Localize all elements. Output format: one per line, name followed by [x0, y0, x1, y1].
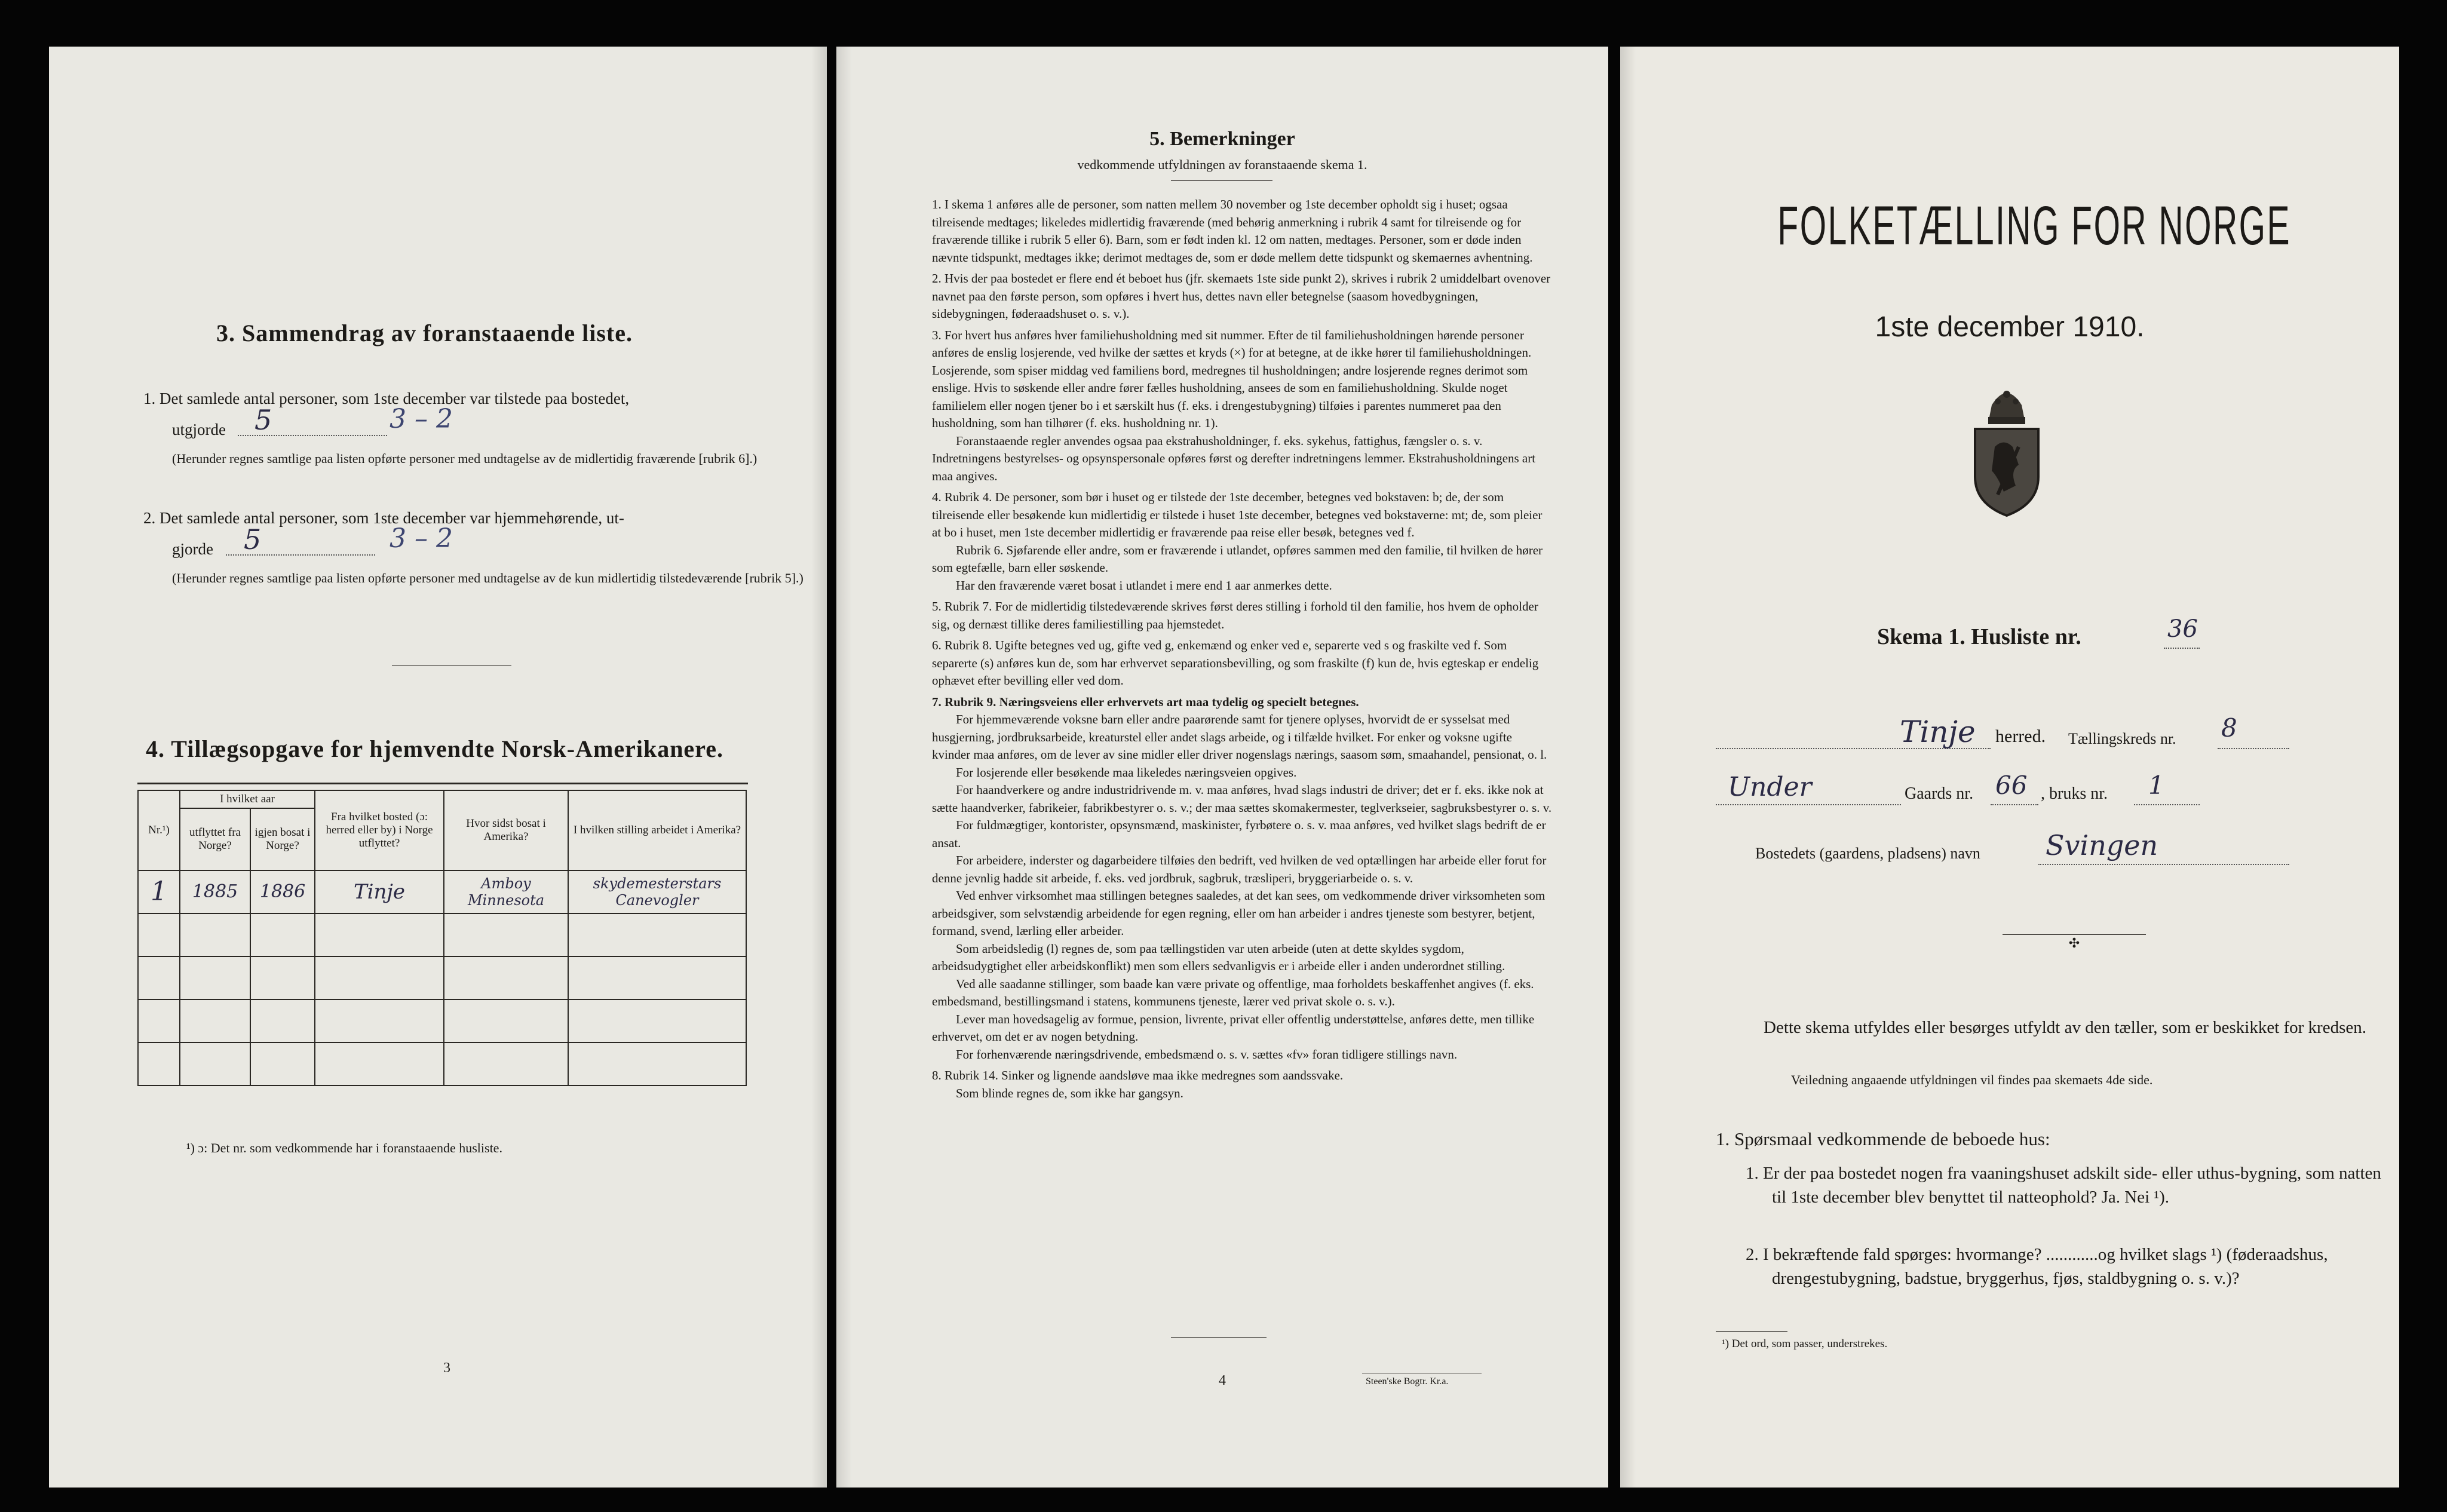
gaard-nr: 66 — [1995, 771, 2028, 800]
remark-2: 2. Hvis der paa bostedet er flere end ét beboet hus (jfr. skemaets 1ste side punkt 2), skrives i rubrik 2 umiddelbart ovenover navnet paa den første person, som opføres i hvert hus, dettes navn eller betegnelse (saasom hovedbygningen, sidebygningen, føderaadshuset o. s. v.). — [932, 271, 1551, 321]
coat-of-arms-icon — [1962, 381, 2052, 519]
main-title-wrap — [1620, 195, 2399, 257]
remark-7h: Som arbeidsledig (l) regnes de, som paa tællingstiden var uten arbeide (uten at dette skyldes sygdom, arbeidsudygtighet eller arbeidskonflikt) men som ellers sedvanligvis er i arbeide eller i anden underordnet stilling. — [932, 941, 1505, 973]
bosted-value: Svingen — [2046, 829, 2158, 861]
table-row — [138, 913, 746, 956]
remark-7j: Lever man hovedsagelig av formue, pension, livrente, privat eller offentlig understøttelse, anføres dette, men tillike erhvervet, om det er av nogen betydning. — [932, 1011, 1535, 1044]
remarks-list — [932, 196, 1553, 1102]
footnote: ¹) Det ord, som passer, understrekes. — [1722, 1338, 1888, 1350]
remark-7k: For forhenværende næringsdrivende, embedsmænd o. s. v. sættes «fv» foran tidligere stillings navn. — [956, 1047, 1458, 1062]
herred-label: herred. — [1995, 726, 2046, 746]
item2-label: gjorde — [172, 540, 213, 558]
page-1 — [1620, 47, 2399, 1488]
remark-7b: For hjemmeværende voksne barn eller andre paarørende samt for tjenere oplyses, hvorvidt de er sysselsat med husgjerning, jordbruksarbeide, kreaturstel eller andet slags arbeide, og i tilfælde hvilket. For enker og voksne ugifte kvinder maa anføres, om de lever av sine midler eller driver nogenslags nærings, saasom søm, smaahandel, pensionat, o. l. — [932, 712, 1547, 762]
ornament-icon: ✣ — [2068, 936, 2080, 950]
remark-7f: For arbeidere, inderster og dagarbeidere tilføies den bedrift, ved hvilken de ved optællingen har arbeide eller forut for denne jevnlig hadde sit arbeide, f. eks. ved jordbruk, sagbruk, træsliperi, bryggeriarbeide o. s. v. — [932, 853, 1547, 885]
item2-text: 2. Det samlede antal personer, som 1ste december var hjemmehørende, ut- — [143, 509, 624, 527]
cell-bosat: 1886 — [250, 870, 315, 913]
item2-value: 5 — [244, 523, 262, 556]
remark-3b: Foranstaaende regler anvendes ogsaa paa ekstrahusholdninger, f. eks. sykehus, fattighus, fængsler o. s. v. Indretningens bestyrelses- og opsynspersonale opføres først og derefter indretningens lemmer. Ekstrahusholdningens art maa angives. — [932, 433, 1536, 483]
remark-7d: For haandverkere og andre industridrivende m. v. maa anføres, hvad slags industri de driver; det er f. eks. ikke nok at sætte haandverker, fabrikeier, fabrikbestyrer o. s. v.; der maa sættes skomakermester, teglverkseier, sagbruksbestyrer o. s. v. — [932, 783, 1552, 815]
page-number: 4 — [1219, 1373, 1226, 1388]
cell-utflyttet: 1885 — [180, 870, 250, 913]
item1-note: (Herunder regnes samtlige paa listen opførte personer med undtagelse av de midlertidig fraværende [rubrik 6].) — [172, 451, 758, 466]
question-2: 2. I bekræftende fald spørges: hvormange? ............og hvilket slags ¹) (føderaadshus, drengestubygning, badstue, bryggerhus, fjøs, staldbygning o. s. v.)? — [1746, 1245, 2328, 1288]
intro-text: Dette skema utfyldes eller besørges utfyldt av den tæller, som er beskikket for kredsen. — [1764, 1018, 2366, 1037]
footnote: ¹) ɔ: Det nr. som vedkommende har i foranstaaende husliste. — [186, 1140, 502, 1155]
remark-8: 8. Rubrik 14. Sinker og lignende aandsløve maa ikke medregnes som aandssvake. — [932, 1068, 1344, 1082]
census-date: 1ste december 1910. — [1875, 311, 2145, 343]
table-row — [138, 956, 746, 999]
skema-label: Skema 1. Husliste nr. — [1877, 624, 2081, 649]
item2-extra: 3 – 2 — [390, 523, 453, 554]
remark-4b: Rubrik 6. Sjøfarende eller andre, som er fraværende i utlandet, opføres sammen med den familie, til hvilken de hører som egtefælle, barn eller søskende. — [932, 542, 1543, 575]
table-row — [138, 1042, 746, 1085]
col-stilling: I hvilken stilling arbeidet i Amerika? — [568, 790, 746, 870]
remark-1: 1. I skema 1 anføres alle de personer, som natten mellem 30 november og 1ste december opholdt sig i huset; ogsaa tilreisende medtages; likeledes midlertidig fraværende (med behørig anmerkning i rubrik 4 samt for tilreisende og for fraværende tillike i rubrik 5 eller 6). Barn, som er født inden kl. 12 om natten, medtages. Personer, som er døde inden nævnte tidspunkt, medtages ikke; derimot medtages de, som er døde mellem dette tidspunkt og skemaernes avhentning. — [932, 197, 1533, 265]
question-1: 1. Er der paa bostedet nogen fra vaaningshuset adskilt side- eller uthus-bygning, som natten til 1ste december blev benyttet til natteophold? Ja. Nei ¹). — [1746, 1164, 2381, 1207]
table-row — [138, 999, 746, 1042]
remark-4: 4. Rubrik 4. De personer, som bør i huset og er tilstede der 1ste december, betegnes ved bokstaven: b; de, der som tilreisende eller besøkende kun midlertidig er tilstede i huset 1ste december, betegnes ved bokstaverne: mt; de, som pleier at bo i huset, men 1ste december midlertidig er fraværende paa reise eller besøk, betegnes ved f. — [932, 490, 1543, 539]
remarks-subtitle: vedkommende utfyldningen av foranstaaende skema 1. — [1077, 157, 1367, 172]
col-utflyttet: utflyttet fra Norge? — [180, 808, 250, 870]
remark-7c: For losjerende eller besøkende maa likeledes næringsveien opgives. — [956, 765, 1297, 780]
page-number: 3 — [443, 1360, 450, 1376]
krets-label: Tællingskreds nr. — [2068, 730, 2176, 747]
remark-7g: Ved enhver virksomhet maa stillingen betegnes saaledes, at det kan sees, om vedkommende driver virksomheten som arbeidsgiver, som selvstændig arbeidende for egen regning, eller om han arbeider i andres tjeneste som bestyrer, betjent, formand, svend, lærling eller arbeider. — [932, 888, 1546, 938]
printer-mark: Steen'ske Bogtr. Kr.a. — [1366, 1376, 1449, 1387]
remark-4c: Har den fraværende været bosat i utlandet i mere end 1 aar anmerkes dette. — [956, 578, 1332, 593]
remark-7i: Ved alle saadanne stillinger, som baade kan være private og offentlige, maa forholdets beskaffenhet angives (f. eks. embedsmand, bestillingsmand i statens, kommunens tjeneste, lærer ved privat skole o. s. v.). — [932, 976, 1534, 1008]
cell-fra: Tinje — [315, 870, 444, 913]
col-bosat: igjen bosat i Norge? — [250, 808, 315, 870]
remarks-title: 5. Bemerkninger — [1149, 128, 1295, 150]
norsk-amerikanere-table — [137, 790, 747, 1086]
table-row — [138, 870, 746, 913]
husliste-nr: 36 — [2167, 615, 2198, 643]
item2-note: (Herunder regnes samtlige paa listen opførte personer med undtagelse av de kun midlertidig tilstedeværende [rubrik 5].) — [172, 571, 804, 585]
gaard-name: Under — [1728, 772, 1812, 802]
remark-6: 6. Rubrik 8. Ugifte betegnes ved ug, gifte ved g, enkemænd og enker ved e, separerte ved s og fraskilte ved f. Som separerte (s) anføres kun de, som har erhvervet separationsbevilling, og som fraskilte (f) kun de, hvis egteskap er endelig ophævet efter bevilling eller ved dom. — [932, 638, 1539, 688]
item1-extra: 3 – 2 — [390, 404, 453, 434]
bruk-nr: 1 — [2148, 771, 2164, 800]
bruk-label: , bruks nr. — [2041, 784, 2108, 803]
gaard-label: Gaards nr. — [1905, 784, 1974, 803]
remark-5: 5. Rubrik 7. For de midlertidig tilstedeværende skrives først deres stilling i forhold til den familie, hos hvem de opholder sig, og dernæst tillike deres familiestilling paa hjemstedet. — [932, 599, 1538, 631]
remark-7: 7. Rubrik 9. Næringsveiens eller erhvervets art maa tydelig og specielt betegnes. — [932, 694, 1359, 709]
page-3 — [49, 47, 827, 1488]
section4-title: 4. Tillægsopgave for hjemvendte Norsk-Amerikanere. — [146, 735, 723, 762]
cell-stilling: skydemesterstars Canevogler — [568, 870, 746, 913]
main-title: FOLKETÆLLING FOR NORGE — [1777, 195, 2292, 256]
col-fra-bosted: Fra hvilket bosted (ɔ: herred eller by) i Norge utflyttet? — [315, 790, 444, 870]
cell-sidst: Amboy Minnesota — [444, 870, 568, 913]
section3-title: 3. Sammendrag av foranstaaende liste. — [216, 320, 633, 346]
remark-3: 3. For hvert hus anføres hver familiehusholdning med sit nummer. Efter de til familiehusholdningen hørende personer anføres de enslig losjerende, ved hvilke der sættes et kryds (×) for at betegne, at de ikke hører til familiehusholdningen. Losjerende, som spiser middag ved familiens bord, medregnes til husholdningen; andre losjerende regnes derimot som enslige. Hvis to søskende eller andre fører fælles husholdning, ansees de som en familiehusholdning. Skulde noget familielem eller nogen tjener bo i et særskilt hus (f. eks. i drengestubygning) tilføies i parentes nummeret paa den husholdning, som han tilhører (f. eks. husholdning nr. 1). — [932, 327, 1532, 430]
page-4 — [836, 47, 1608, 1488]
question-title: 1. Spørsmaal vedkommende de beboede hus: — [1716, 1128, 2050, 1149]
item1-value: 5 — [254, 404, 272, 436]
bosted-label: Bostedets (gaardens, pladsens) navn — [1755, 845, 1980, 862]
cell-nr: 1 — [138, 870, 180, 913]
item1-label: utgjorde — [172, 421, 226, 438]
krets-value: 8 — [2221, 713, 2237, 743]
guide-text: Veiledning angaaende utfyldningen vil findes paa skemaets 4de side. — [1791, 1072, 2153, 1087]
col-sidst-bosat: Hvor sidst bosat i Amerika? — [444, 790, 568, 870]
col-nr: Nr.¹) — [138, 790, 180, 870]
item1-text: 1. Det samlede antal personer, som 1ste december var tilstede paa bostedet, — [143, 389, 630, 407]
herred-value: Tinje — [1900, 714, 1976, 749]
remark-8b: Som blinde regnes de, som ikke har gangsyn. — [956, 1085, 1183, 1100]
col-group: I hvilket aar — [180, 790, 315, 808]
remark-7e: For fuldmægtiger, kontorister, opsynsmænd, maskinister, fyrbøtere o. s. v. maa anføres, ved hvilket slags bedrift de er ansat. — [932, 818, 1546, 850]
